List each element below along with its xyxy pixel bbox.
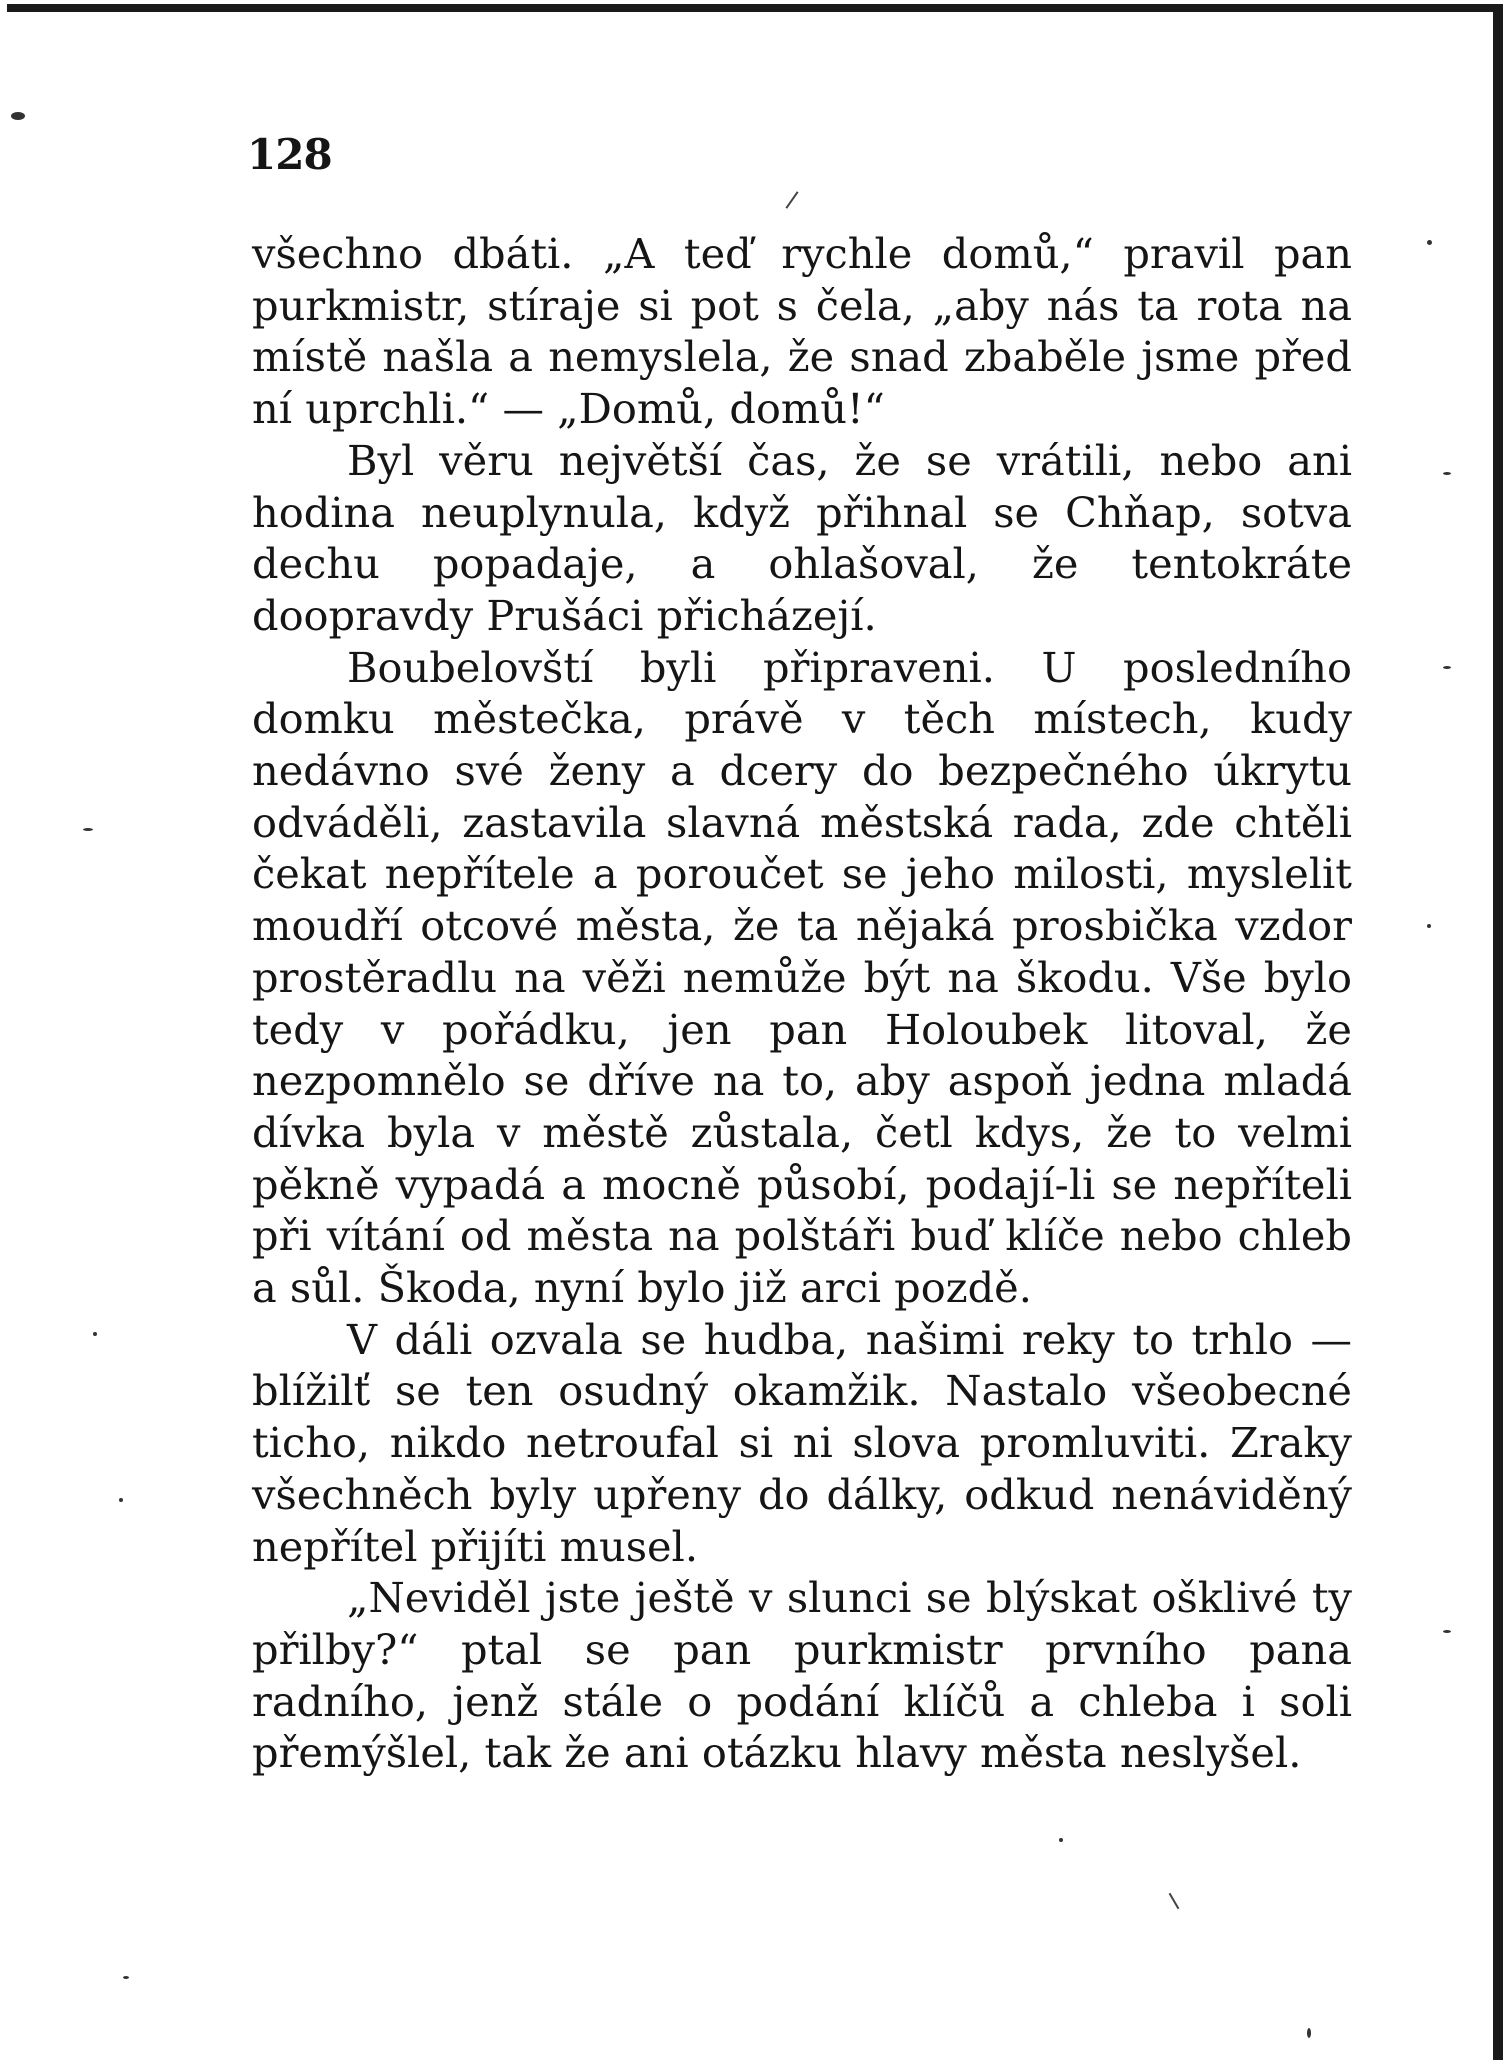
scan-speck (119, 1498, 123, 1502)
body-text (252, 228, 1352, 1779)
scan-mark (1169, 1893, 1180, 1910)
scan-speck (1059, 1838, 1063, 1842)
paragraph: „Neviděl jste ještě v slunci se blýskat ošklivé ty přilby?“ ptal se pan purkmistr prvního pana radního, jenž stále o podání klíčů a chleba i soli přemýšlel, tak že ani otázku hlavy města neslyšel. (252, 1573, 1352, 1778)
paragraph: všechno dbáti. „A teď rychle domů,“ pravil pan purkmistr, stíraje si pot s čela, „aby nás ta rota na místě našla a nemyslela, že snad zbaběle jsme před ní uprchli.“ — „Domů, domů!“ (252, 229, 1352, 434)
scan-speck (83, 828, 93, 831)
page-number: 128 (247, 130, 332, 179)
scan-speck (123, 1976, 129, 1979)
scan-speck (1443, 1630, 1451, 1633)
scan-speck (11, 112, 25, 120)
scan-speck (1427, 924, 1431, 928)
paragraph: Boubelovští byli připraveni. U posledního domku městečka, právě v těch místech, kudy nedávno své ženy a dcery do bezpečného úkrytu odváděli, zastavila slavná městská rada, zde chtěli čekat nepřítele a poroučet se jeho milosti, myslelit moudří otcové města, že ta nějaká prosbička vzdor prostěradlu na věži nemůže být na škodu. Vše bylo tedy v pořádku, jen pan Holoubek litoval, že nezpomnělo se dříve na to, aby aspoň jedna mladá dívka byla v městě zůstala, četl kdys, že to velmi pěkně vypadá a mocně působí, podají-li se nepříteli při vítání od města na polštáři buď klíče nebo chleb a sůl. Škoda, nyní bylo již arci pozdě. (252, 642, 1352, 1313)
scan-speck (1307, 2028, 1311, 2038)
scan-speck (93, 1332, 97, 1336)
scan-mark (785, 191, 798, 209)
book-page (7, 4, 1503, 2060)
scan-speck (1443, 472, 1451, 475)
paragraph: V dáli ozvala se hudba, našimi reky to trhlo — blížilť se ten osudný okamžik. Nastalo všeobecné ticho, nikdo netroufal si ni slova promluviti. Zraky všechněch byly upřeny do dálky, odkud nenáviděný nepřítel přijíti musel. (252, 1314, 1352, 1571)
scan-speck (1427, 240, 1432, 245)
paragraph: Byl věru největší čas, že se vrátili, nebo ani hodina neuplynula, když přihnal se Chňap, sotva dechu popadaje, a ohlašoval, že tentokráte doopravdy Prušáci přicházejí. (252, 435, 1352, 640)
scan-speck (1443, 666, 1451, 669)
